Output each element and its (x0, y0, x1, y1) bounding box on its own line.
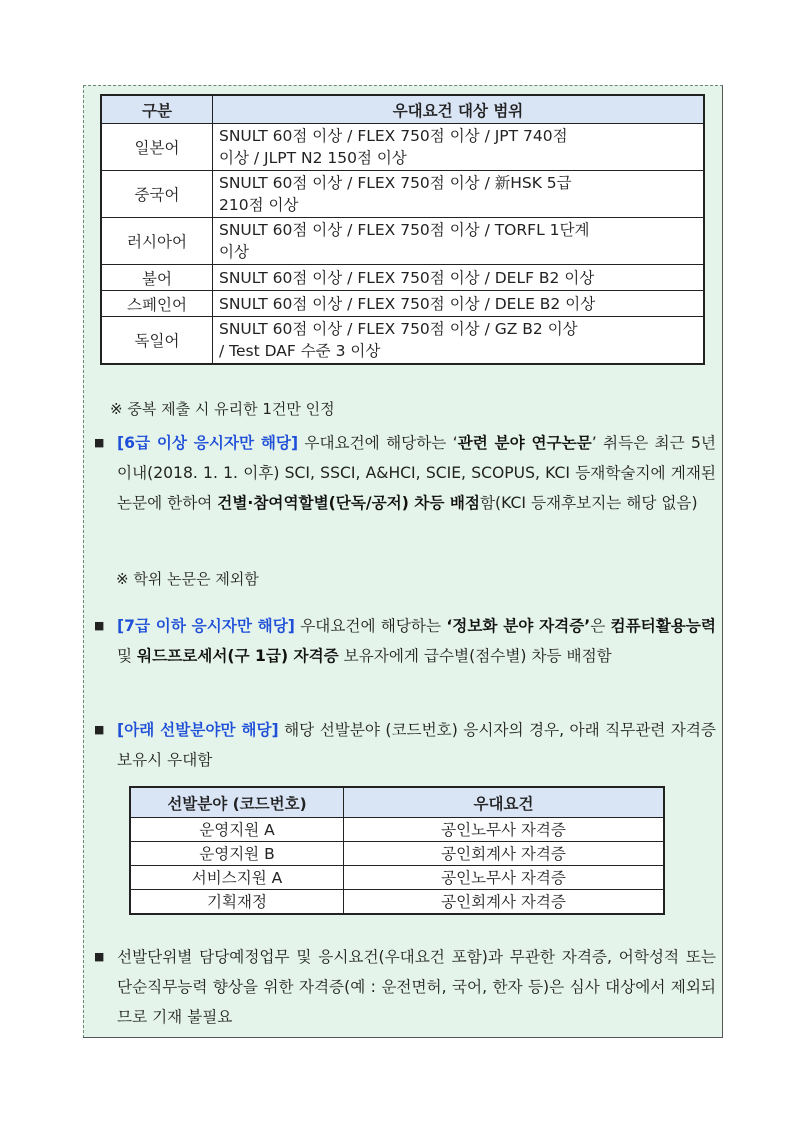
table-row (101, 124, 704, 171)
table-row (101, 317, 704, 365)
field-cell: 운영지원 A (130, 818, 344, 842)
bullet-it-certificate: ■ [7급 이하 응시자만 해당] 우대요건에 해당하는 ‘정보화 분야 자격증’은 컴퓨터활용능력 및 워드프로세서(구 1급) 자격증 보유자에게 급수별(점수별) 차등 배점함 (94, 611, 716, 671)
certificate-cell: 공인회계사 자격증 (344, 890, 665, 915)
language-cell: 독일어 (101, 317, 213, 365)
notice-box (83, 85, 723, 1038)
table-row (101, 171, 704, 218)
grade-tag: [7급 이하 응시자만 해당] (117, 617, 295, 635)
language-score-table (100, 94, 705, 365)
field-certificate-table (129, 786, 665, 915)
language-cell: 일본어 (101, 124, 213, 171)
language-cell: 러시아어 (101, 218, 213, 265)
grade-tag: [6급 이상 응시자만 해당] (117, 434, 299, 452)
bullet-square-icon: ■ (94, 723, 105, 736)
requirement-cell: SNULT 60점 이상 / FLEX 750점 이상 / JPT 740점 이상 / JLPT N2 150점 이상 (213, 124, 705, 171)
excluded-text: 선발단위별 담당예정업무 및 응시요건(우대요건 포함)과 무관한 자격증, 어학성적 또는 단순직무능력 향상을 위한 자격증(예 : 운전면허, 국어, 한자 등)은 심사 대상에서 제외되므로 기재 불필요 (117, 948, 716, 1026)
table-row (130, 842, 664, 866)
bullet-square-icon: ■ (94, 950, 105, 963)
requirement-cell: SNULT 60점 이상 / FLEX 750점 이상 / TORFL 1단계 이상 (213, 218, 705, 265)
duplicate-note: ※ 중복 제출 시 유리한 1건만 인정 (110, 400, 335, 418)
requirement-cell: SNULT 60점 이상 / FLEX 750점 이상 / 新HSK 5급 210점 이상 (213, 171, 705, 218)
field-tag: [아래 선발분야만 해당] (117, 721, 279, 739)
table-row (101, 265, 704, 291)
table-row (130, 890, 664, 915)
language-cell: 중국어 (101, 171, 213, 218)
header-preference: 우대요건 (344, 787, 665, 818)
language-cell: 불어 (101, 265, 213, 291)
bullet-field-certificate: ■ [아래 선발분야만 해당] 해당 선발분야 (코드번호) 응시자의 경우, 아래 직무관련 자격증 보유시 우대함 (94, 715, 716, 775)
certificate-cell: 공인노무사 자격증 (344, 866, 665, 890)
table-row (130, 866, 664, 890)
table-row (101, 218, 704, 265)
header-category: 구분 (101, 95, 213, 124)
language-cell: 스페인어 (101, 291, 213, 317)
certificate-cell: 공인회계사 자격증 (344, 842, 665, 866)
requirement-cell: SNULT 60점 이상 / FLEX 750점 이상 / DELE B2 이상 (213, 291, 705, 317)
bullet-research-paper: ■ [6급 이상 응시자만 해당] 우대요건에 해당하는 ‘관련 분야 연구논문’ 취득은 최근 5년 이내(2018. 1. 1. 이후) SCI, SSCI, A&HCI, SCIE, SCOPUS, KCI 등재학술지에 게재된 논문에 한하여 건별·참여역할별(단독/공저) 차등 배점함(KCI 등재후보지는 해당 없음) (94, 428, 716, 518)
certificate-cell: 공인노무사 자격증 (344, 818, 665, 842)
header-requirement: 우대요건 대상 범위 (213, 95, 705, 124)
thesis-note: ※ 학위 논문은 제외함 (116, 570, 259, 588)
field-cell: 서비스지원 A (130, 866, 344, 890)
table-row (101, 291, 704, 317)
header-field: 선발분야 (코드번호) (130, 787, 344, 818)
table-row (130, 818, 664, 842)
requirement-cell: SNULT 60점 이상 / FLEX 750점 이상 / DELF B2 이상 (213, 265, 705, 291)
bullet-square-icon: ■ (94, 619, 105, 632)
field-cell: 기획재정 (130, 890, 344, 915)
field-cell: 운영지원 B (130, 842, 344, 866)
requirement-cell: SNULT 60점 이상 / FLEX 750점 이상 / GZ B2 이상 / Test DAF 수준 3 이상 (213, 317, 705, 365)
bullet-excluded-certificates (94, 942, 716, 1032)
bullet-square-icon: ■ (94, 436, 105, 449)
